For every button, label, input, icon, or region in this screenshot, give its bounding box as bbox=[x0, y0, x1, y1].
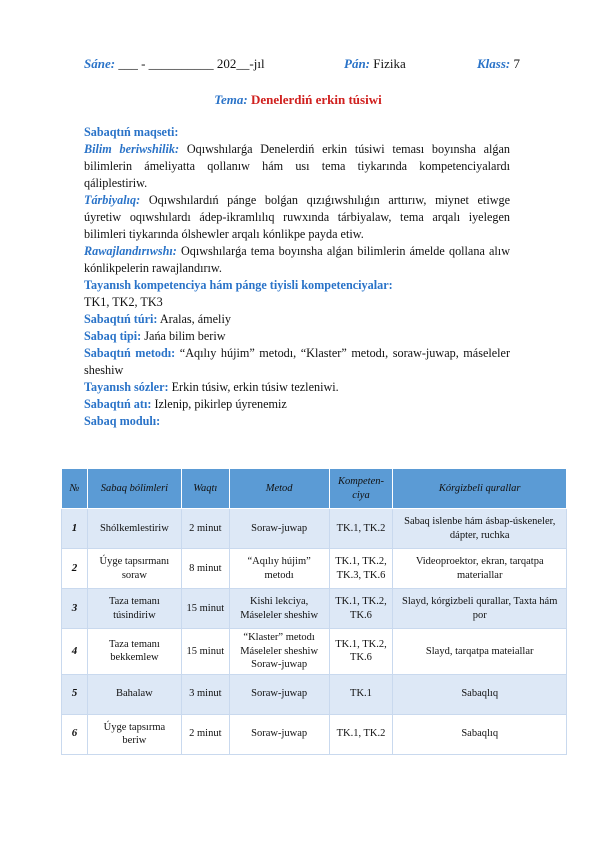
lesson-method-label: Sabaqtıń metodı: bbox=[84, 346, 176, 360]
date-field bbox=[84, 56, 265, 72]
row-time: 3 minut bbox=[181, 674, 229, 714]
table-row bbox=[62, 549, 567, 589]
educational-goal bbox=[84, 141, 510, 192]
row-tools: Sabaqlıq bbox=[393, 714, 567, 754]
row-method: Kishi lekciya, Máseleler sheshiw bbox=[229, 589, 329, 629]
header-tools: Kórgizbeli qurallar bbox=[393, 469, 567, 509]
header-method: Metod bbox=[229, 469, 329, 509]
row-stage: Bahalaw bbox=[87, 674, 181, 714]
upbringing-goal-text: Oqıwshılardıń pánge bolǵan qızıǵıwshılıǵın arttırıw, miynet etiwge úyretiw oqıwshılardı ádep-ikramlılıq ruwxında tárbiyalaw, tema arqalı iyelegen bilimleri tiykarında ólshewler arqalı kónlikpe payda etiw. bbox=[84, 193, 511, 241]
educational-goal-label: Bilim beriwshilik: bbox=[84, 142, 180, 156]
header-competence: Kompeten-ciya bbox=[329, 469, 393, 509]
row-stage: Taza temanı bekkemlew bbox=[87, 629, 181, 675]
row-tools: Videoproektor, ekran, tarqatpa materiallar bbox=[393, 549, 567, 589]
table-row bbox=[62, 714, 567, 754]
row-time: 15 minut bbox=[181, 589, 229, 629]
row-competence: TK.1, TK.2, TK.6 bbox=[329, 629, 393, 675]
keywords-label: Tayanısh sózler: bbox=[84, 380, 169, 394]
theme-label: Tema: bbox=[214, 92, 248, 107]
module-heading: Sabaq modulı: bbox=[84, 414, 161, 428]
competence-value: TK1, TK2, TK3 bbox=[84, 295, 163, 309]
goal-heading: Sabaqtıń maqseti: bbox=[84, 125, 179, 139]
row-time: 2 minut bbox=[181, 509, 229, 549]
subject-label: Pán: bbox=[344, 56, 370, 71]
row-competence: TK.1, TK.2, TK.6 bbox=[329, 589, 393, 629]
table-row bbox=[62, 509, 567, 549]
upbringing-goal-label: Tárbiyalıq: bbox=[84, 193, 141, 207]
row-stage: Úyge tapsırmanı soraw bbox=[87, 549, 181, 589]
row-number: 6 bbox=[62, 714, 88, 754]
lesson-motto-value: Izlenip, pikirlep úyrenemiz bbox=[154, 397, 287, 411]
educational-goal-text: Oqıwshılarǵa Denelerdiń erkin túsiwi teması boyınsha alǵan bilimlerin ámeliyatta qollanıw hám usı tema tiykarında kompetenciyalardı qáliplestiriw. bbox=[84, 142, 511, 190]
row-tools: Sabaq islenbe hám ásbap-úskeneler, dápter, ruchka bbox=[393, 509, 567, 549]
row-number: 1 bbox=[62, 509, 88, 549]
class-value: 7 bbox=[513, 56, 520, 71]
row-competence: TK.1, TK.2, TK.3, TK.6 bbox=[329, 549, 393, 589]
row-number: 3 bbox=[62, 589, 88, 629]
lesson-type-value: Aralas, ámeliy bbox=[159, 312, 231, 326]
date-value: ___ - __________ 202__-jıl bbox=[118, 56, 265, 71]
table-row bbox=[62, 629, 567, 675]
row-method: “Klaster” metodı Máseleler sheshiw Soraw-juwap bbox=[229, 629, 329, 675]
competence-heading: Tayanısh kompetenciya hám pánge tiyisli kompetenciyalar: bbox=[84, 278, 393, 292]
row-time: 8 minut bbox=[181, 549, 229, 589]
theme-value: Denelerdiń erkin túsiwi bbox=[250, 92, 382, 107]
row-competence: TK.1, TK.2 bbox=[329, 714, 393, 754]
lesson-motto-label: Sabaqtıń atı: bbox=[84, 397, 152, 411]
developing-goal bbox=[84, 243, 510, 277]
developing-goal-label: Rawajlandırıwshı: bbox=[84, 244, 177, 258]
row-stage: Úyge tapsırma beriw bbox=[87, 714, 181, 754]
developing-goal-text: Oqıwshılarǵa tema boyınsha alǵan bilimlerin ámelde qollana alıw kónlikpelerin rawajlandırıw. bbox=[84, 244, 510, 275]
table-header-row bbox=[62, 469, 567, 509]
row-number: 4 bbox=[62, 629, 88, 675]
upbringing-goal bbox=[84, 192, 510, 243]
header-stage: Sabaq bólimleri bbox=[87, 469, 181, 509]
row-method: Soraw-juwap bbox=[229, 714, 329, 754]
row-time: 2 minut bbox=[181, 714, 229, 754]
subject-value: Fizika bbox=[373, 56, 406, 71]
lesson-module-table bbox=[61, 468, 567, 755]
row-stage: Shólkemlestiriw bbox=[87, 509, 181, 549]
row-method: Soraw-juwap bbox=[229, 674, 329, 714]
subject-field bbox=[344, 56, 406, 72]
class-label: Klass: bbox=[477, 56, 511, 71]
keywords-value: Erkin túsiw, erkin túsiw tezleniwi. bbox=[171, 380, 339, 394]
row-tools: Slayd, kórgizbeli qurallar, Taxta hám por bbox=[393, 589, 567, 629]
table-row bbox=[62, 589, 567, 629]
row-number: 2 bbox=[62, 549, 88, 589]
row-method: Soraw-juwap bbox=[229, 509, 329, 549]
row-competence: TK.1, TK.2 bbox=[329, 509, 393, 549]
row-method: “Aqılıy hújim” metodı bbox=[229, 549, 329, 589]
class-field bbox=[477, 56, 520, 72]
lesson-method-value: “Aqılıy hújim” metodı, “Klaster” metodı, soraw-juwap, máseleler sheshiw bbox=[84, 346, 510, 377]
table-row bbox=[62, 674, 567, 714]
lesson-theme bbox=[0, 92, 596, 108]
lesson-kind-label: Sabaq tipi: bbox=[84, 329, 142, 343]
lesson-kind-value: Jańa bilim beriw bbox=[144, 329, 226, 343]
lesson-description bbox=[84, 124, 510, 430]
row-number: 5 bbox=[62, 674, 88, 714]
lesson-type-label: Sabaqtıń túri: bbox=[84, 312, 158, 326]
row-time: 15 minut bbox=[181, 629, 229, 675]
row-stage: Taza temanı túsindiriw bbox=[87, 589, 181, 629]
date-label: Sáne: bbox=[84, 56, 116, 71]
row-tools: Sabaqlıq bbox=[393, 674, 567, 714]
header-number: № bbox=[62, 469, 88, 509]
row-tools: Slayd, tarqatpa mateiallar bbox=[393, 629, 567, 675]
header-time: Waqtı bbox=[181, 469, 229, 509]
row-competence: TK.1 bbox=[329, 674, 393, 714]
